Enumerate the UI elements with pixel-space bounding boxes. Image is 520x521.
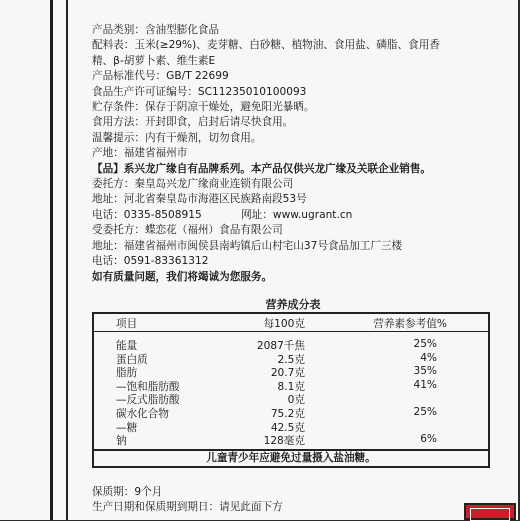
nutrient-nrv: 25% — [413, 338, 437, 350]
package-fold-line — [50, 0, 53, 520]
red-stamp-box — [464, 503, 516, 520]
license-number: 食品生产许可证编号：SC11235010100093 — [92, 85, 307, 98]
manufacturer: 受委托方：蝶恋花（福州）食品有限公司 — [92, 224, 283, 237]
category: 产品类别：含油型膨化食品 — [92, 24, 220, 36]
service-note: 如有质量问题，我们将竭诚为您服务。 — [92, 270, 273, 283]
shelf-life: 保质期：9个月 — [92, 486, 163, 498]
nutrient-nrv: 4% — [420, 351, 437, 364]
client-phone: 电话：0335-8508915 — [92, 208, 202, 221]
nutrition-table — [92, 312, 490, 451]
standard-code: 产品标准代号：GB/T 22699 — [92, 70, 229, 83]
header-item: 项目 — [116, 318, 138, 330]
ingredients-line-1: 配料表：玉米(≥29%)、麦芽糖、白砂糖、植物油、食用盐、磷脂、食用香 — [92, 39, 440, 52]
nutrient-amount: 2.5克 — [277, 353, 305, 366]
nutrient-name: —糖 — [116, 421, 138, 434]
nutrition-row — [94, 365, 488, 379]
left-margin — [0, 0, 66, 520]
client-contact — [92, 208, 512, 223]
nutrition-row — [94, 338, 488, 352]
nutrition-row — [94, 352, 488, 366]
manufacturer-phone: 电话：0591-83361312 — [92, 255, 209, 268]
nutrient-amount: 8.1克 — [277, 380, 305, 393]
ingredients-line-2: 精、β-胡萝卜素、维生素E — [92, 54, 216, 67]
label-panel — [66, 0, 518, 520]
nutrient-amount: 0克 — [287, 394, 305, 407]
nutrient-nrv: 35% — [413, 365, 437, 378]
nutrient-amount: 2087千焦 — [256, 340, 305, 352]
nutrition-row — [94, 433, 488, 447]
nutrient-name: 碳水化合物 — [116, 407, 169, 420]
client: 委托方：秦皇岛兴龙广缘商业连锁有限公司 — [92, 178, 294, 191]
header-per100g: 每100克 — [263, 318, 305, 330]
nutrient-amount: 75.2克 — [270, 407, 305, 420]
usage-method: 食用方法：开封即食，启封后请尽快食用。 — [92, 116, 294, 129]
website: 网址：www.ugrant.cn — [241, 208, 353, 221]
stamp-inner-frame — [470, 508, 510, 521]
nutrient-amount: 20.7克 — [270, 367, 305, 380]
nutrient-name: 蛋白质 — [116, 353, 148, 366]
nutrient-name: 脂肪 — [116, 367, 138, 380]
nutrient-nrv: 41% — [413, 378, 437, 391]
nutrient-name: 钠 — [116, 435, 127, 448]
nutrition-row — [94, 379, 488, 393]
nutrition-title: 营养成分表 — [265, 298, 321, 311]
nutrient-name: 能量 — [116, 340, 138, 352]
nutrition-row — [94, 406, 488, 420]
product-info — [92, 23, 512, 285]
header-nrv: 营养素参考值% — [373, 318, 447, 330]
production-date-note: 生产日期和保质期到期日：请见此面下方 — [92, 501, 283, 513]
brand-note: 【品】系兴龙广缘自有品牌系列。本产品仅供兴龙广缘及关联企业销售。 — [92, 162, 431, 175]
storage-conditions: 贮存条件：保存于阴凉干燥处，避免阳光暴晒。 — [92, 101, 315, 114]
nutrition-row — [94, 392, 488, 406]
manufacturer-address: 地址：福建省福州市闽侯县南屿镇后山村宅山37号食品加工厂三楼 — [92, 239, 403, 252]
nutrient-amount: 128毫克 — [263, 435, 305, 448]
nutrition-notice: 儿童青少年应避免过量摄入盐油糖。 — [92, 450, 490, 468]
nutrient-name: —饱和脂肪酸 — [116, 380, 180, 393]
nutrition-header — [94, 314, 488, 332]
nutrition-row — [94, 420, 488, 434]
nutrient-amount: 42.5克 — [270, 421, 305, 434]
nutrition-rows — [94, 338, 488, 447]
client-address: 地址：河北省秦皇岛市海港区民族路南段53号 — [92, 193, 307, 206]
nutrient-nrv: 25% — [413, 405, 437, 418]
warm-tip: 温馨提示：内有干燥剂，切勿食用。 — [92, 131, 262, 144]
origin: 产地：福建省福州市 — [92, 147, 188, 160]
date-info — [92, 485, 283, 515]
nutrient-name: —反式脂肪酸 — [116, 394, 180, 407]
nutrient-nrv: 6% — [420, 433, 437, 446]
